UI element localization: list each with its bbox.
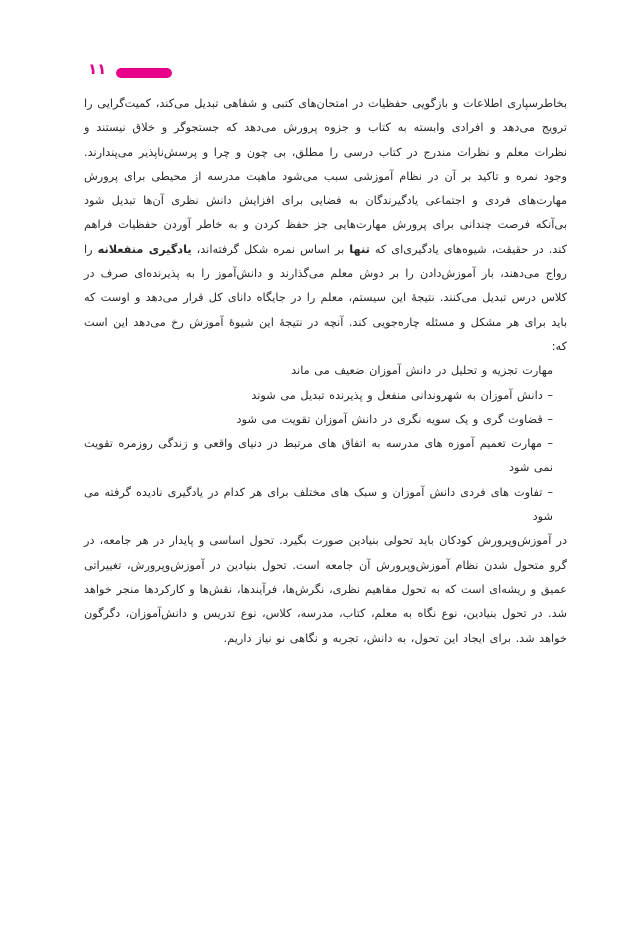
paragraph-text: بر اساس نمره شکل گرفته‌اند، xyxy=(191,242,350,256)
accent-tab-marker xyxy=(116,68,172,78)
page-number: ۱۱ xyxy=(88,60,107,78)
list-item: – مهارت تعمیم آموزه های مدرسه به اتفاق های مرتبط در دنیای واقعی و زندگی روزمره تقویت نمی شود xyxy=(84,437,553,475)
body-paragraph-2: در آموزش‌وپرورش کودکان باید تحولی بنیادین صورت بگیرد. تحول اساسی و پایدار در هر جامعه، در گرو متحول شدن نظام آموزش‌وپرورش آن جامعه است. تحول بنیادین در آموزش‌وپرورش، تغییراتی عمیق و ریشه‌ای است که به تحول مفاهیم نظری، نگرش‌ها، فرآیندها، نقش‌ها و کارکردها منجر خواهد شد. در تحول بنیادین، نوع نگاه به معلم، کتاب، مدرسه، کلاس، نوع تدریس و دانش‌آموزان، دگرگون خواهد شد. برای ایجاد این تحول، به دانش، تجربه و نگاهی نو نیاز داریم. xyxy=(84,534,567,645)
emphasis-text: تنها xyxy=(349,242,370,256)
body-paragraph-1 xyxy=(84,92,567,359)
emphasis-text: یادگیری منفعلانه xyxy=(97,242,192,256)
list-item: – تفاوت های فردی دانش آموزان و سبک های مختلف برای هر کدام در یادگیری نادیده گرفته می شود xyxy=(84,485,553,524)
page-body xyxy=(84,92,567,651)
list-item: – قضاوت گری و یک سویه نگری در دانش آموزان تقویت می شود xyxy=(236,412,553,426)
paragraph-text: را رواج می‌دهند، بار آموزش‌دادن را بر دوش معلم می‌گذارند و دانش‌آموز را به پذیرنده‌ای صرف در کلاس درس تبدیل می‌کنند. نتیجهٔ این سیستم، معلم را در جایگاه دانای کل قرار می‌دهد و اوست که باید برای هر مشکل و مسئله چاره‌جویی کند. آنچه در نتیجهٔ این شیوهٔ آموزش رخ می‌دهد این است که: xyxy=(84,242,567,353)
page-header xyxy=(88,62,178,80)
list-intro: مهارت تجزیه و تحلیل در دانش آموزان ضعیف می ماند xyxy=(291,364,553,378)
paragraph-text: بخاطرسپاری اطلاعات و بازگویی حفظیات در امتحان‌های کتبی و شفاهی تبدیل می‌کند، کمیت‌گرایی را ترویج می‌دهد و افرادی وابسته به کتاب و جزوه پرورش می‌دهد که جستجوگر و خلاق نیستند و نظرات معلم و نظرات مندرج در کتاب درسی را مطلق، بی چون و چرا و پرسش‌ناپذیر می‌پندارند. وجود نمره و تاکید بر آن در نظام آموزشی سبب می‌شود ماهیت مدرسه از محیطی برای پرورش مهارت‌های فردی و اجتماعی یادگیرندگان به فضایی برای افزایش دانش نظری آن‌ها تبدیل شود بی‌آنکه فرصت چندانی برای پرورش مهارت‌هایی جز حفظ کردن و به خاطر آوردن حفظیات فراهم کند. در حقیقت، شیوه‌های یادگیری‌ای که xyxy=(84,97,568,256)
list-item: – دانش آموزان به شهروندانی منفعل و پذیرنده تبدیل می شوند xyxy=(251,388,553,402)
